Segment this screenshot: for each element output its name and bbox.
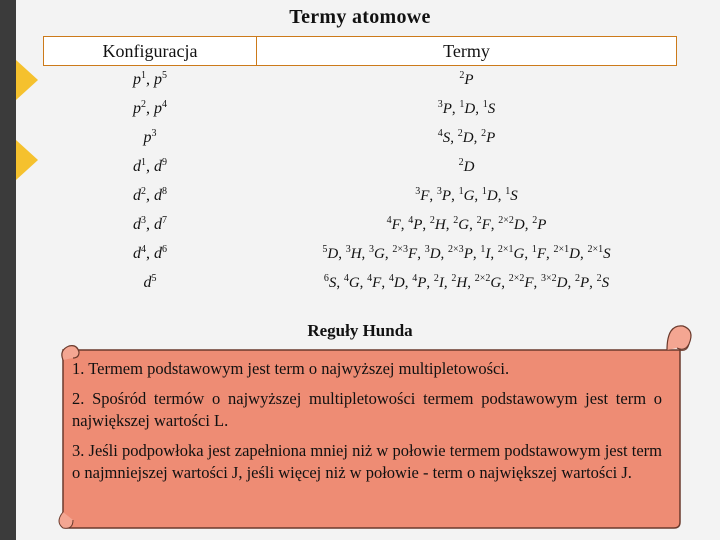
table-row (44, 240, 677, 269)
configuration-cell: $d^1$, $d^9$ (133, 157, 167, 175)
configuration-cell: $d^5$ (143, 273, 157, 291)
table-row (44, 124, 677, 153)
hund-rules-list (72, 358, 662, 492)
table-row (44, 269, 677, 298)
configuration-cell: $d^4$, $d^6$ (133, 244, 167, 262)
left-decoration-bar (0, 0, 16, 540)
configuration-cell: $d^2$, $d^8$ (133, 186, 167, 204)
table-row (44, 95, 677, 124)
terms-cell: $^6$S, $^4$G, $^4$F, $^4$D, $^4$P, $^2$I, $^2$H, $^{2\times 2}$G, $^{2\times 2}$F, $^{3\times 2}$D, $^2$P, $^2$S (323, 272, 610, 291)
configuration-cell: $p^3$ (143, 128, 157, 146)
accent-triangle-bottom (16, 140, 38, 180)
table-row (44, 211, 677, 240)
hund-rules-title: Reguły Hunda (307, 321, 413, 340)
terms-cell: $^3$F, $^3$P, $^1$G, $^1$D, $^1$S (415, 185, 518, 204)
header-terms: Termy (257, 37, 677, 66)
table-row (44, 182, 677, 211)
terms-cell: $^5$D, $^3$H, $^3$G, $^{2\times 3}$F, $^3$D, $^{2\times 3}$P, $^1$I, $^{2\times 1}$G, $^1$F, $^{2\times 1}$D, $^{2\times 1}$S (322, 243, 611, 262)
table-row (44, 153, 677, 182)
slide-title: Termy atomowe (289, 6, 431, 28)
table-row (44, 66, 677, 95)
table-header-row (44, 37, 677, 66)
terms-table (43, 36, 677, 298)
terms-cell: $^2$D (458, 156, 475, 175)
terms-cell: $^2$P (459, 69, 474, 88)
terms-cell: $^4$F, $^4$P, $^2$H, $^2$G, $^2$F, $^{2\times 2}$D, $^2$P (386, 214, 547, 233)
header-configuration: Konfiguracja (44, 37, 257, 66)
configuration-cell: $p^1$, $p^5$ (133, 70, 167, 89)
terms-cell: $^3$P, $^1$D, $^1$S (437, 98, 496, 117)
hund-rule-2: 2. Spośród termów o najwyższej multipletowości termem podstawowym jest term o największej wartości L. (72, 389, 662, 430)
table-body (44, 66, 677, 298)
accent-triangle-top (16, 60, 38, 100)
hund-rule-1: 1. Termem podstawowym jest term o najwyższej multipletowości. (72, 359, 510, 378)
hund-rule-3: 3. Jeśli podpowłoka jest zapełniona mniej niż w połowie termem podstawowym jest term o najmniejszej wartości J, jeśli więcej niż w połowie - term o największej wartości J. (72, 441, 662, 482)
terms-cell: $^4$S, $^2$D, $^2$P (437, 127, 496, 146)
configuration-cell: $d^3$, $d^7$ (133, 215, 167, 233)
configuration-cell: $p^2$, $p^4$ (133, 99, 167, 117)
